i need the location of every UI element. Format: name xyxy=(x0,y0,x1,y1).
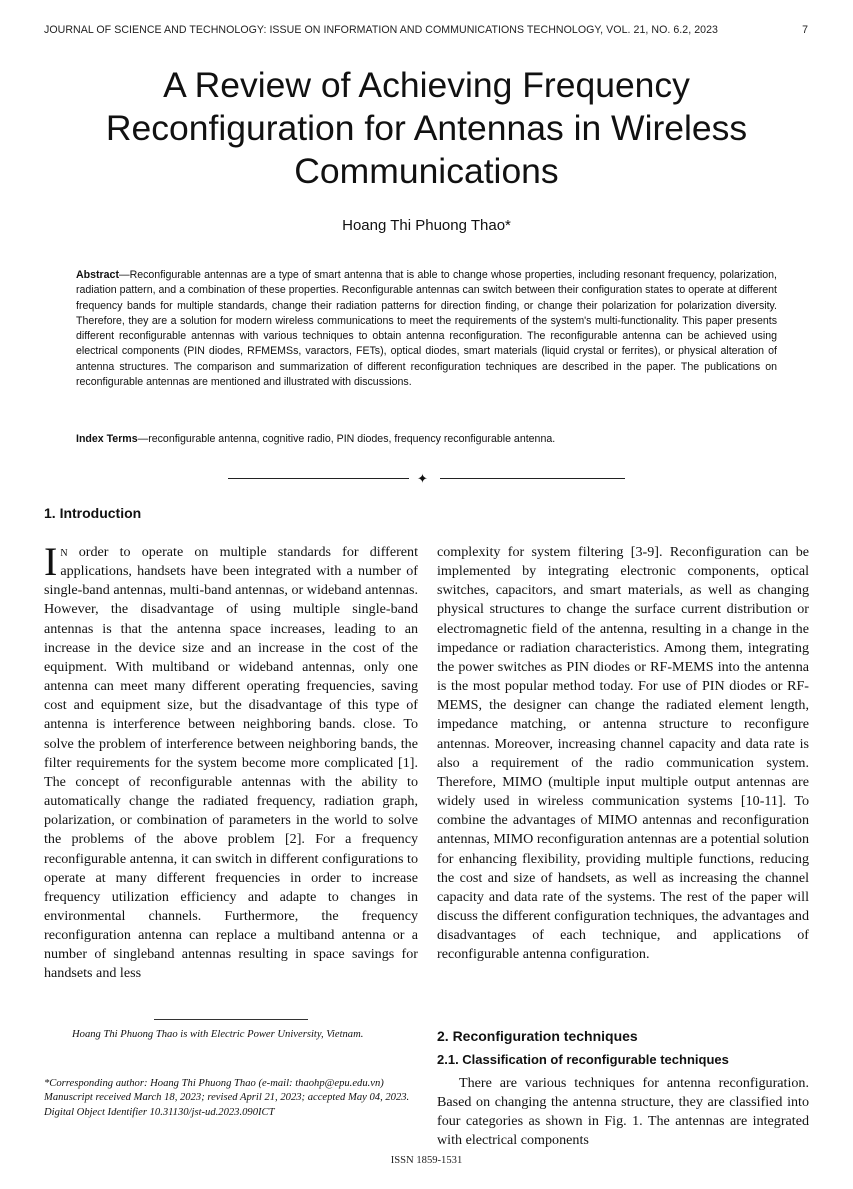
index-terms-text: —reconfigurable antenna, cognitive radio, PIN diodes, frequency reconfigurable antenna. xyxy=(137,433,556,445)
abstract xyxy=(76,268,777,390)
divider-rule-left xyxy=(228,478,409,479)
section2-paragraph: There are various techniques for antenna reconfiguration. Based on changing the antenna structure, they are classified into four categories as shown in Fig. 1. The antennas are integrated with electrical components xyxy=(437,1075,809,1149)
index-terms-label: Index Terms xyxy=(76,433,138,445)
footnote-affiliation: Hoang Thi Phuong Thao is with Electric Power University, Vietnam. xyxy=(72,1029,364,1040)
footnote-manuscript: Manuscript received March 18, 2023; revised April 21, 2023; accepted May 04, 2023. xyxy=(44,1092,410,1104)
footnote-corresponding: *Corresponding author: Hoang Thi Phuong Thao (e-mail: thaohp@epu.edu.vn) xyxy=(44,1078,384,1089)
section-heading-reconfiguration: 2. Reconfiguration techniques xyxy=(437,1028,638,1044)
intro-column-left xyxy=(44,539,418,984)
index-terms xyxy=(76,432,777,447)
issn-footer: ISSN 1859-1531 xyxy=(390,1155,463,1166)
paper-title xyxy=(60,64,793,193)
title-line-2: Reconfiguration for Antennas in Wireless xyxy=(105,108,748,148)
section-heading-introduction: 1. Introduction xyxy=(44,505,142,521)
footnote-block xyxy=(44,1077,418,1120)
title-line-1: A Review of Achieving Frequency xyxy=(163,65,690,105)
drop-cap-smallcaps: n xyxy=(60,544,68,560)
footnote-doi: Digital Object Identifier 10.31130/jst-ud.2023.090ICT xyxy=(44,1106,275,1118)
divider-rule-right xyxy=(440,478,625,479)
author-line: Hoang Thi Phuong Thao* xyxy=(342,217,511,234)
subsection-heading-classification: 2.1. Classification of reconfigurable techniques xyxy=(437,1052,729,1067)
running-head: JOURNAL OF SCIENCE AND TECHNOLOGY: ISSUE ON INFORMATION AND COMMUNICATIONS TECHNOLOGY, VOL. 21, NO. 6.2, 2023 xyxy=(44,24,718,36)
title-line-3: Communications xyxy=(294,151,559,191)
footnote-rule xyxy=(154,1019,308,1020)
divider-diamond-icon: ✦ xyxy=(417,471,428,486)
page-number: 7 xyxy=(802,24,808,36)
drop-cap: I xyxy=(44,539,58,584)
abstract-label: Abstract xyxy=(76,269,119,281)
intro-column-right: complexity for system filtering [3-9]. Reconfiguration can be implemented by integrating electronic components, optical switches, capacitors, and smart materials, as well as changing physical structures to change the surface current distribution or electromagnetic field of the antenna, resulting in a change in the impedance or radiation characteristics. Among them, integrating the power switches as PIN diodes or RF-MEMS into the antenna is the most popular method today. For use of PIN diodes or RF-MEMS, the designer can change the radiated element length, impedance matching, or antenna structure to reconfigure antennas. Moreover, increasing channel capacity and data rate is also a requirement of the radio communication system. Therefore, MIMO (multiple input multiple output antennas are widely used in wireless communication systems [10-11]. To combine the advantages of MIMO antennas and reconfiguration antennas, MIMO reconfiguration antennas are a potential solution for enhancing flexibility, providing multiple functions, reducing the cost and size of handsets, as well as increasing the channel capacity and data rate of the systems. The rest of the paper will discuss the different configuration techniques, the advantages and disadvantages of each technique, and applications of reconfigurable antenna configuration. xyxy=(437,544,809,963)
intro-text-left: order to operate on multiple standards for different applications, handsets have been integrated with a number of single-band antennas, multi-band antennas, or wideband antennas. However, the disadvantage of using multiple single-band antennas is that the antenna space increases, leading to an increase in the device size and an increase in the cost of the equipment. With multiband or wideband antennas, only one antenna can meet many different operating frequencies, saving cost and equipment size, but the disadvantage of this type of antenna is interference between neighboring bands. close. To solve the problem of interference between neighboring bands, the filter requirements for the system become more complicated [1]. The concept of reconfigurable antennas with the ability to automatically change the radiated frequency, radiation graph, polarization, or combination of parameters in the world to solve the problems of the above problem [2]. For a frequency reconfigurable antenna, it can switch in different configurations to operate at many different frequencies in order to increase frequency utilization efficiency and adapte to changes in environmental channels. Furthermore, the frequency reconfiguration antenna can replace a multiband antenna or a number of singleband antennas resulting in space savings for handsets and less xyxy=(44,544,418,982)
abstract-text: —Reconfigurable antennas are a type of smart antenna that is able to change whose properties, including resonant frequency, polarization, radiation pattern, and a combination of these properties. Reconfigurable antennas can switch between their configuration states to operate at different frequency bands for multiple standards, change their radiation patterns for direction finding, or change their polarization for polarization diversity. Therefore, they are a solution for modern wireless communications to meet the requirements of the system's multi-functionality. This paper presents different reconfigurable antennas with various techniques to obtain antenna reconfiguration. The reconfigurable antenna can be achieved using electrical components (PIN diodes, RFMEMSs, varactors, FETs), optical diodes, smart materials (liquid crystal or ferrites), or physical alteration of antenna structures. The comparison and summarization of different reconfiguration techniques are described in the paper. The publications on reconfigurable antennas are mentioned and illustrated with discussions. xyxy=(76,269,777,389)
